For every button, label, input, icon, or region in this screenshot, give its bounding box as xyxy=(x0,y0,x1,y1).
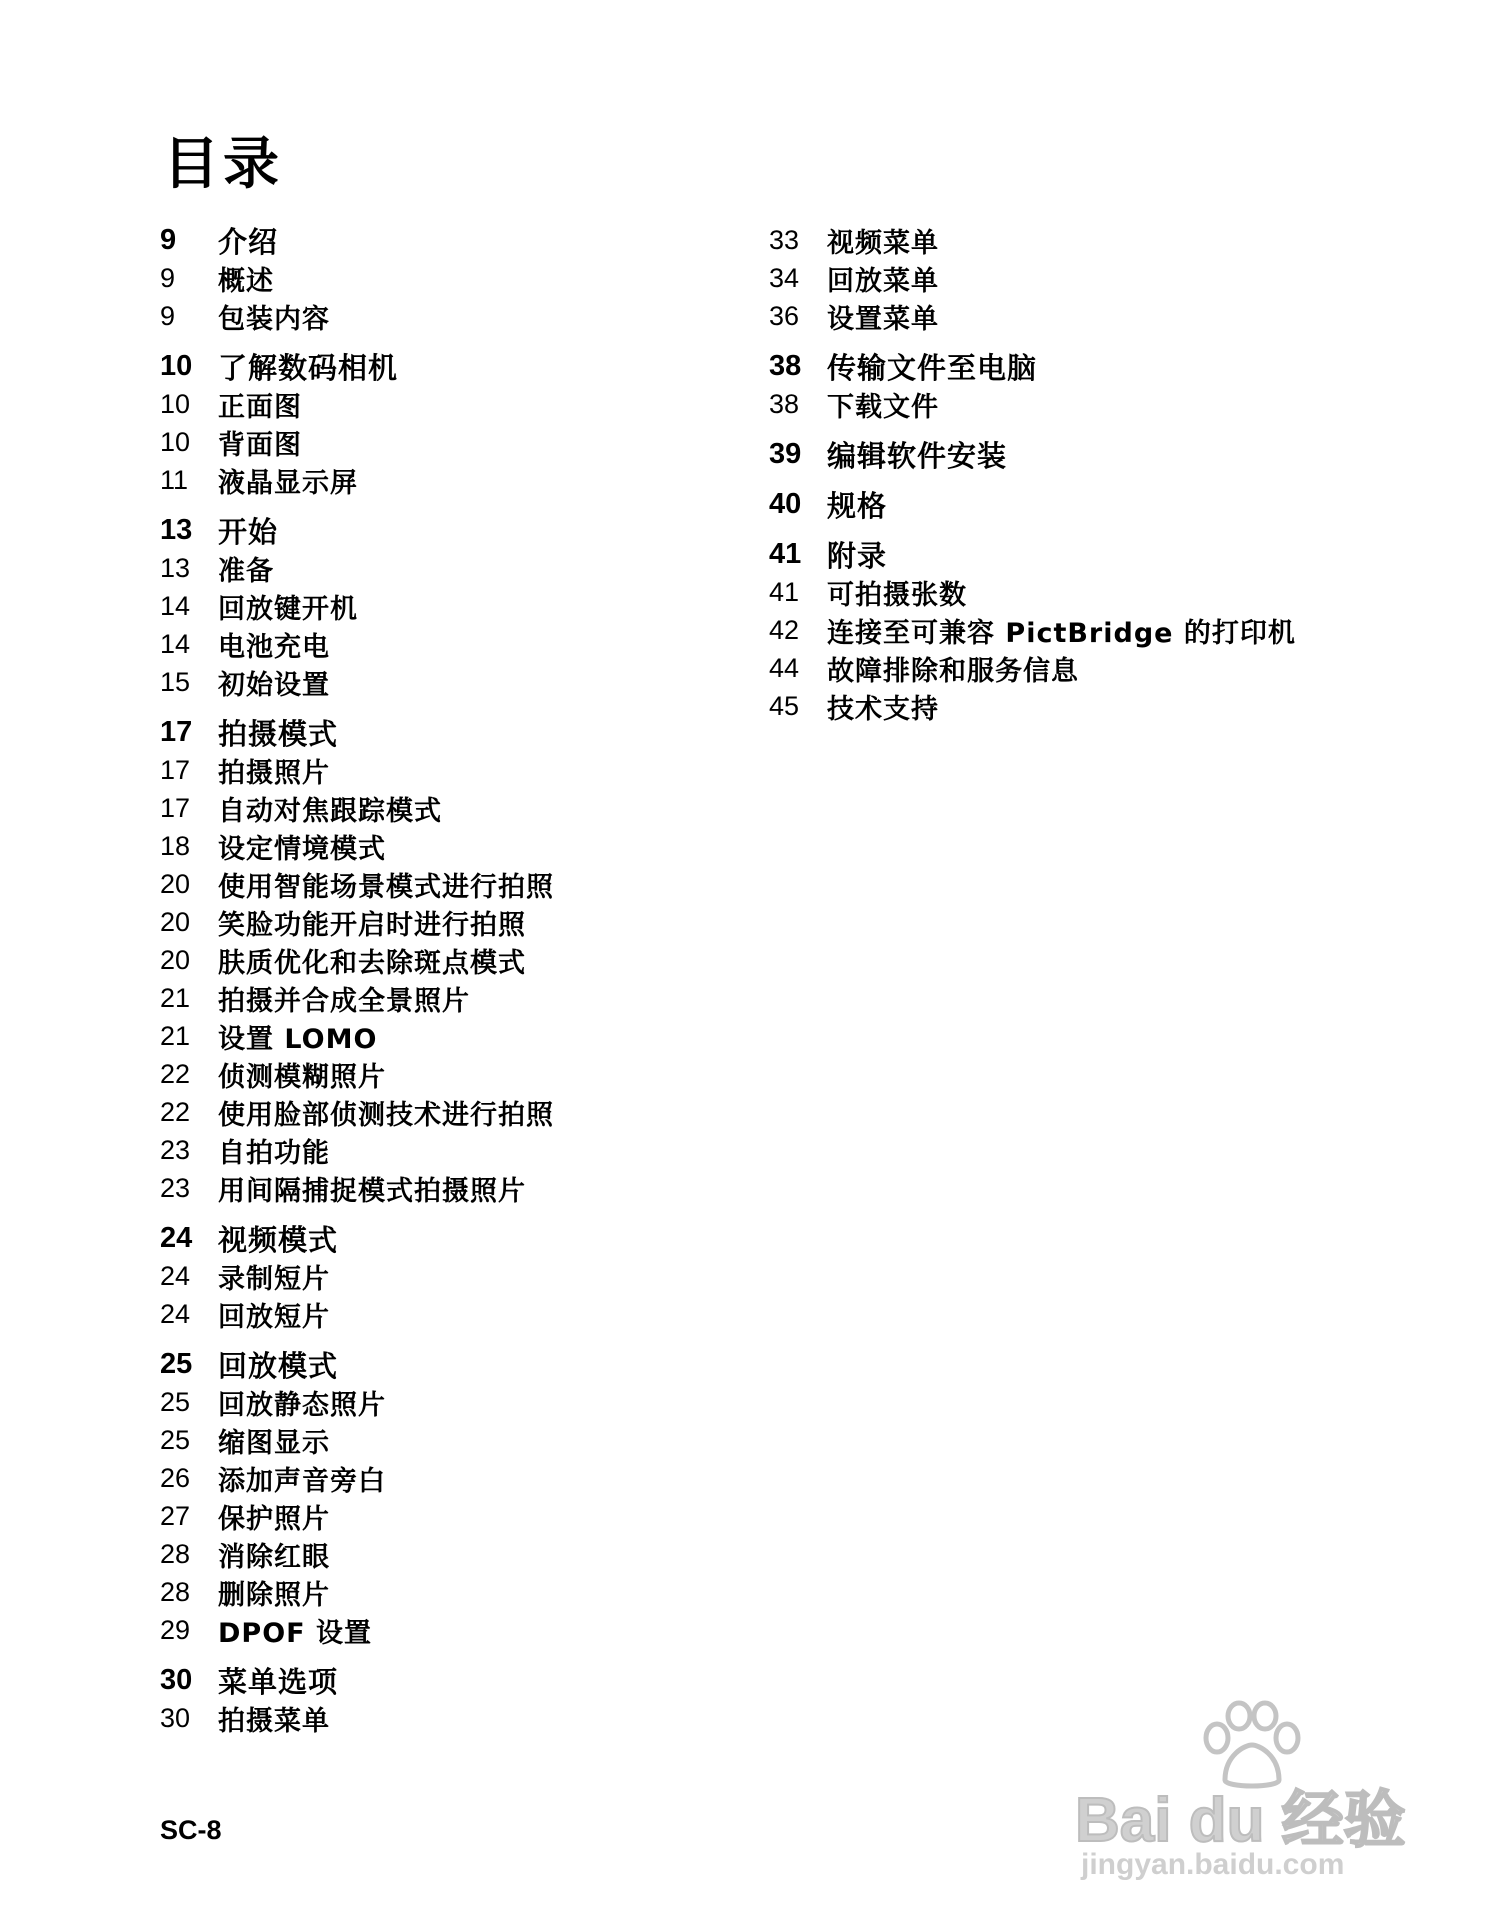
toc-page-number: 9 xyxy=(160,262,176,293)
toc-page-number: 14 xyxy=(160,590,191,621)
toc-page-number: 42 xyxy=(769,614,800,645)
toc-left-column xyxy=(160,221,554,1737)
toc-section-heading[interactable] xyxy=(769,535,1296,573)
toc-entry[interactable] xyxy=(160,1497,554,1535)
toc-group xyxy=(160,347,554,499)
toc-page-number: 11 xyxy=(160,464,189,495)
toc-entry[interactable] xyxy=(769,687,1296,725)
toc-group xyxy=(769,347,1296,423)
toc-page-number: 13 xyxy=(160,552,191,583)
toc-group xyxy=(160,1345,554,1649)
toc-entry-title: 使用脸部侦测技术进行拍照 xyxy=(218,1099,554,1131)
toc-entry[interactable] xyxy=(769,573,1296,611)
toc-section-heading[interactable] xyxy=(160,1219,554,1257)
toc-page-number: 34 xyxy=(769,262,800,293)
toc-entry-title: 回放菜单 xyxy=(827,265,939,297)
toc-entry-title: 录制短片 xyxy=(218,1263,330,1295)
toc-entry-title: 规格 xyxy=(827,488,888,523)
toc-entry[interactable] xyxy=(160,1169,554,1207)
toc-entry[interactable] xyxy=(160,1699,554,1737)
toc-entry-title: 消除红眼 xyxy=(218,1541,330,1573)
toc-entry[interactable] xyxy=(160,259,554,297)
toc-entry-title: 视频模式 xyxy=(218,1222,339,1257)
toc-page-number: 21 xyxy=(160,982,191,1013)
toc-entry-title: 传输文件至电脑 xyxy=(827,350,1038,385)
toc-section-heading[interactable] xyxy=(769,435,1296,473)
toc-entry[interactable] xyxy=(769,611,1296,649)
watermark-brand: Bai du 经验 xyxy=(1075,1786,1406,1855)
toc-entry-title: DPOF 设置 xyxy=(218,1617,372,1649)
toc-entry-title: 拍摄照片 xyxy=(218,757,330,789)
toc-page-number: 23 xyxy=(160,1172,191,1203)
toc-entry[interactable] xyxy=(160,587,554,625)
toc-entry-title: 菜单选项 xyxy=(218,1664,339,1699)
toc-entry[interactable] xyxy=(160,1017,554,1055)
toc-entry-title: 可拍摄张数 xyxy=(827,579,967,611)
toc-entry[interactable] xyxy=(160,423,554,461)
toc-page-number: 9 xyxy=(160,223,177,256)
toc-section-heading[interactable] xyxy=(769,485,1296,523)
toc-entry-title: 介绍 xyxy=(218,224,279,259)
toc-page-number: 20 xyxy=(160,906,191,937)
toc-entry-title: 拍摄模式 xyxy=(218,716,339,751)
toc-entry[interactable] xyxy=(769,385,1296,423)
toc-entry-title: 缩图显示 xyxy=(218,1427,330,1459)
toc-entry[interactable] xyxy=(160,549,554,587)
page-number: SC-8 xyxy=(160,1815,222,1845)
toc-page-number: 23 xyxy=(160,1134,191,1165)
toc-section-heading[interactable] xyxy=(160,1661,554,1699)
toc-section-heading[interactable] xyxy=(160,511,554,549)
toc-page-number: 27 xyxy=(160,1500,191,1531)
toc-right-column xyxy=(769,221,1296,725)
toc-entry-title: 自动对焦跟踪模式 xyxy=(218,795,442,827)
toc-section-heading[interactable] xyxy=(160,1345,554,1383)
toc-entry-title: 编辑软件安装 xyxy=(827,438,1008,473)
toc-entry-title: 故障排除和服务信息 xyxy=(827,655,1079,687)
toc-section-heading[interactable] xyxy=(160,221,554,259)
toc-entry[interactable] xyxy=(160,1611,554,1649)
toc-page-number: 17 xyxy=(160,792,191,823)
toc-entry-title: 删除照片 xyxy=(218,1579,330,1611)
toc-page-number: 20 xyxy=(160,944,191,975)
toc-page-number: 17 xyxy=(160,754,191,785)
toc-entry-title: 下载文件 xyxy=(827,391,939,423)
toc-page-number: 9 xyxy=(160,300,176,331)
toc-entry-title: 设定情境模式 xyxy=(218,833,386,865)
toc-entry[interactable] xyxy=(160,903,554,941)
toc-page-number: 38 xyxy=(769,349,802,382)
toc-entry-title: 拍摄菜单 xyxy=(218,1705,330,1737)
toc-page-number: 33 xyxy=(769,224,800,255)
toc-page-number: 25 xyxy=(160,1424,191,1455)
toc-page-number: 10 xyxy=(160,426,191,457)
toc-entry-title: 回放静态照片 xyxy=(218,1389,386,1421)
toc-page-number: 38 xyxy=(769,388,800,419)
toc-page-number: 30 xyxy=(160,1702,191,1733)
toc-page-number: 40 xyxy=(769,487,802,520)
toc-entry[interactable] xyxy=(160,827,554,865)
toc-entry-title: 使用智能场景模式进行拍照 xyxy=(218,871,554,903)
toc-entry-title: 正面图 xyxy=(218,391,302,423)
toc-page-number: 39 xyxy=(769,437,802,470)
toc-page-number: 24 xyxy=(160,1260,191,1291)
toc-section-heading[interactable] xyxy=(160,713,554,751)
watermark-url: jingyan.baidu.com xyxy=(1081,1848,1345,1881)
toc-section-heading[interactable] xyxy=(769,347,1296,385)
toc-group xyxy=(769,535,1296,725)
toc-page-number: 17 xyxy=(160,715,193,748)
toc-entry-title: 笑脸功能开启时进行拍照 xyxy=(218,909,526,941)
toc-page-number: 45 xyxy=(769,690,800,721)
toc-entry[interactable] xyxy=(160,1535,554,1573)
toc-group xyxy=(160,221,554,335)
toc-group xyxy=(160,1219,554,1333)
toc-page-number: 20 xyxy=(160,868,191,899)
toc-entry-title: 初始设置 xyxy=(218,669,330,701)
toc-entry[interactable] xyxy=(769,297,1296,335)
toc-entry[interactable] xyxy=(160,1573,554,1611)
toc-entry-title: 包装内容 xyxy=(218,303,330,335)
toc-entry-title: 肤质优化和去除斑点模式 xyxy=(218,947,526,979)
toc-page-number: 13 xyxy=(160,513,193,546)
toc-entry[interactable] xyxy=(160,789,554,827)
toc-group xyxy=(160,511,554,701)
toc-entry-title: 回放模式 xyxy=(218,1348,339,1383)
toc-page-number: 10 xyxy=(160,349,193,382)
toc-page-number: 25 xyxy=(160,1386,191,1417)
toc-entry-title: 回放短片 xyxy=(218,1301,330,1333)
toc-entry-title: 背面图 xyxy=(218,429,302,461)
toc-page-number: 21 xyxy=(160,1020,191,1051)
toc-entry-title: 回放键开机 xyxy=(218,593,358,625)
toc-entry-title: 设置菜单 xyxy=(827,303,939,335)
toc-entry[interactable] xyxy=(160,1055,554,1093)
toc-entry[interactable] xyxy=(769,649,1296,687)
toc-page-number: 24 xyxy=(160,1298,191,1329)
toc-entry[interactable] xyxy=(160,1459,554,1497)
toc-page-number: 28 xyxy=(160,1576,191,1607)
toc-entry[interactable] xyxy=(160,979,554,1017)
toc-page-number: 15 xyxy=(160,666,191,697)
toc-entry-title: 用间隔捕捉模式拍摄照片 xyxy=(218,1175,526,1207)
toc-page-number: 25 xyxy=(160,1347,193,1380)
toc-entry[interactable] xyxy=(160,751,554,789)
toc-entry-title: 保护照片 xyxy=(218,1503,330,1535)
toc-entry-title: 视频菜单 xyxy=(827,227,939,259)
toc-entry-title: 开始 xyxy=(218,514,279,549)
toc-entry-title: 侦测模糊照片 xyxy=(218,1061,386,1093)
watermark xyxy=(1075,1700,1435,1890)
toc-page-number: 44 xyxy=(769,652,800,683)
toc-entry-title: 液晶显示屏 xyxy=(218,467,358,499)
toc-page-number: 29 xyxy=(160,1614,191,1645)
toc-entry[interactable] xyxy=(160,625,554,663)
toc-page-number: 22 xyxy=(160,1096,191,1127)
toc-entry-title: 连接至可兼容 PictBridge 的打印机 xyxy=(827,617,1296,649)
toc-page-number: 41 xyxy=(769,537,802,570)
toc-entry[interactable] xyxy=(160,1093,554,1131)
toc-page-number: 36 xyxy=(769,300,800,331)
toc-page-number: 28 xyxy=(160,1538,191,1569)
toc-entry[interactable] xyxy=(160,1257,554,1295)
page-title: 目录 xyxy=(163,132,283,197)
toc-entry-title: 准备 xyxy=(218,555,274,587)
toc-page-number: 14 xyxy=(160,628,191,659)
toc-entry[interactable] xyxy=(160,1295,554,1333)
toc-group xyxy=(160,1661,554,1737)
toc-entry[interactable] xyxy=(160,865,554,903)
toc-entry[interactable] xyxy=(769,259,1296,297)
toc-entry-title: 设置 LOMO xyxy=(218,1023,378,1055)
toc-entry[interactable] xyxy=(160,1421,554,1459)
toc-entry[interactable] xyxy=(160,1383,554,1421)
toc-group xyxy=(769,435,1296,473)
toc-page-number: 24 xyxy=(160,1221,193,1254)
toc-entry[interactable] xyxy=(160,941,554,979)
toc-entry[interactable] xyxy=(769,221,1296,259)
toc-entry-title: 添加声音旁白 xyxy=(218,1465,386,1497)
toc-group xyxy=(769,485,1296,523)
toc-entry-title: 拍摄并合成全景照片 xyxy=(218,985,470,1017)
toc-page-number: 26 xyxy=(160,1462,191,1493)
toc-group xyxy=(769,221,1296,335)
toc-entry-title: 附录 xyxy=(827,538,888,573)
toc-group xyxy=(160,713,554,1207)
toc-entry[interactable] xyxy=(160,663,554,701)
toc-entry[interactable] xyxy=(160,461,554,499)
toc-entry-title: 电池充电 xyxy=(218,631,330,663)
toc-page-number: 22 xyxy=(160,1058,191,1089)
toc-entry-title: 概述 xyxy=(218,265,274,297)
toc-page-number: 30 xyxy=(160,1663,193,1696)
toc-page-number: 10 xyxy=(160,388,191,419)
toc-entry[interactable] xyxy=(160,1131,554,1169)
toc-entry-title: 自拍功能 xyxy=(218,1137,330,1169)
toc-entry-title: 技术支持 xyxy=(827,693,939,725)
toc-entry[interactable] xyxy=(160,385,554,423)
toc-entry[interactable] xyxy=(160,297,554,335)
toc-entry-title: 了解数码相机 xyxy=(218,350,399,385)
toc-section-heading[interactable] xyxy=(160,347,554,385)
toc-page-number: 18 xyxy=(160,830,191,861)
toc-page-number: 41 xyxy=(769,576,800,607)
